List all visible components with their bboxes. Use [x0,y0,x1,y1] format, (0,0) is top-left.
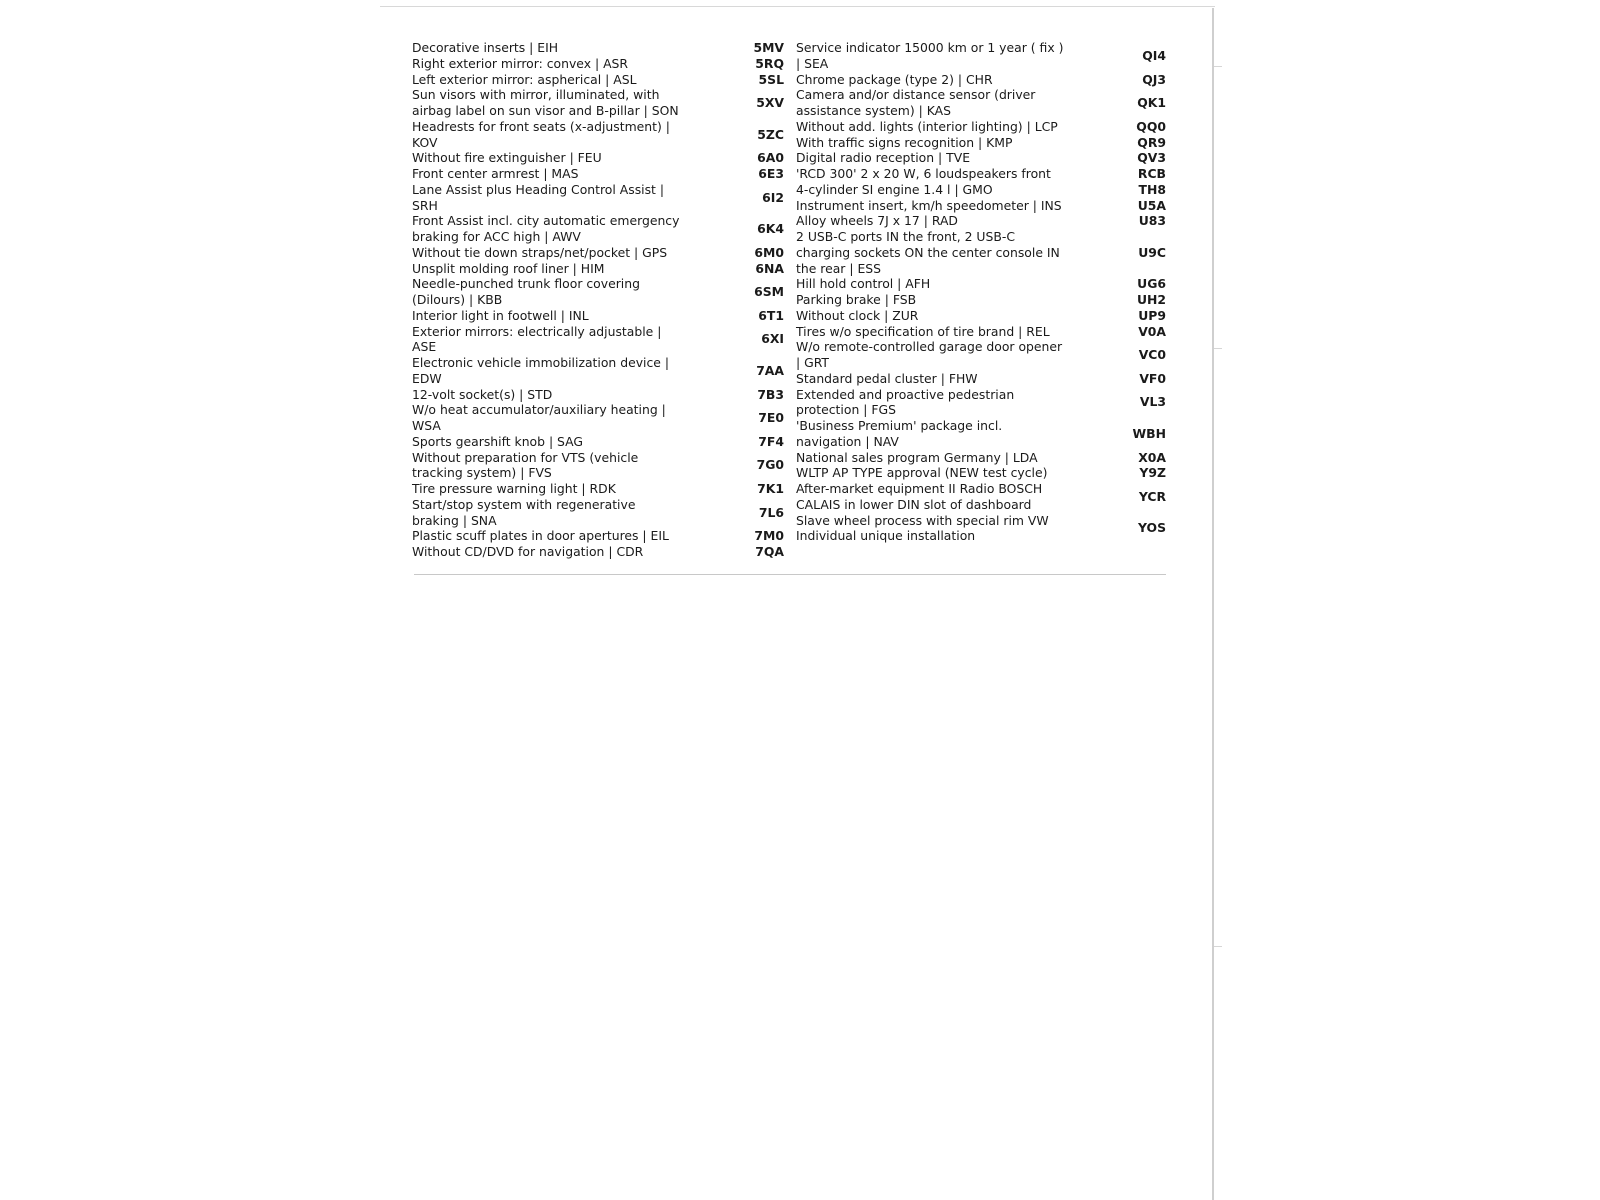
equipment-description: Front center armrest | MAS [412,166,579,181]
equipment-code: 6XI [761,331,784,347]
equipment-description: Slave wheel process with special rim VW Individual unique installation [796,512,1049,544]
equipment-code: QK1 [1137,95,1166,111]
equipment-description: Sun visors with mirror, illuminated, with airbag label on sun visor and B-pillar | SON [412,87,679,118]
equipment-description: Digital radio reception | TVE [796,150,971,166]
equipment-row [412,387,784,403]
equipment-description: 4-cylinder SI engine 1.4 l | GMO [796,181,993,197]
equipment-description: Right exterior mirror: convex | ASR [412,55,629,71]
equipment-description: 2 USB-C ports IN the front, 2 USB-C charging sockets ON the center console IN the rear | ESS [796,229,1060,276]
equipment-code: U5A [1137,197,1166,213]
equipment-list-left-column [412,40,784,560]
equipment-code: QV3 [1137,150,1166,166]
equipment-code: 7L6 [758,504,784,520]
equipment-row [796,166,1166,182]
equipment-row [796,87,1166,119]
equipment-description: Tires w/o specification of tire brand | REL [796,323,1050,339]
equipment-row [412,450,784,482]
equipment-description: Left exterior mirror: aspherical | ASL [412,71,637,87]
equipment-row [796,465,1166,481]
equipment-row [796,513,1166,545]
equipment-code: 6M0 [754,244,784,260]
equipment-row [796,150,1166,166]
equipment-description: Sports gearshift knob | SAG [412,433,584,449]
equipment-row [796,371,1166,387]
equipment-row [412,481,784,497]
equipment-description: Parking brake | FSB [796,292,917,307]
equipment-description: National sales program Germany | LDA [796,449,1038,465]
equipment-description: Front Assist incl. city automatic emergency braking for ACC high | AWV [412,213,680,244]
equipment-description: Needle-punched trunk floor covering (Dilours) | KBB [412,276,640,307]
equipment-description: Headrests for front seats (x-adjustment) | KOV [412,118,670,150]
equipment-code: V0A [1138,323,1166,339]
equipment-description: With traffic signs recognition | KMP [796,134,1013,150]
equipment-row [412,40,784,56]
equipment-row [796,387,1166,419]
equipment-code: 5RQ [755,55,784,71]
equipment-row [796,292,1166,308]
equipment-code: QQ0 [1136,118,1166,134]
equipment-row [796,418,1166,450]
equipment-description: Without clock | ZUR [796,307,919,323]
equipment-code: 6T1 [758,307,784,323]
equipment-list-right-column [796,40,1166,544]
equipment-code: X0A [1138,449,1166,465]
equipment-code: U83 [1138,213,1166,229]
equipment-code: QI4 [1142,47,1166,63]
equipment-code: YCR [1138,488,1166,504]
equipment-row [796,339,1166,371]
equipment-description: Lane Assist plus Heading Control Assist | SRH [412,181,665,213]
scan-edge-tick [1214,348,1222,349]
equipment-row [412,87,784,119]
equipment-code: RCB [1137,166,1166,181]
equipment-row [412,308,784,324]
equipment-row [796,135,1166,151]
equipment-code: 6A0 [757,150,784,166]
equipment-description: Without fire extinguisher | FEU [412,150,602,166]
equipment-description: W/o heat accumulator/auxiliary heating | WSA [412,402,666,433]
equipment-row [412,150,784,166]
equipment-code: 5ZC [757,126,784,142]
equipment-code: 7K1 [757,481,784,496]
equipment-code: QJ3 [1142,71,1166,87]
equipment-description: Interior light in footwell | INL [412,307,589,323]
equipment-description: Extended and proactive pedestrian protection | FGS [796,386,1015,418]
equipment-row [412,119,784,151]
equipment-code: 6NA [755,260,784,276]
equipment-code: U9C [1138,244,1166,260]
equipment-description: Standard pedal cluster | FHW [796,370,978,386]
equipment-code: UG6 [1137,276,1166,292]
equipment-description: Chrome package (type 2) | CHR [796,71,993,87]
equipment-description: Without add. lights (interior lighting) | LCP [796,118,1058,134]
scan-page-top-edge [380,6,1215,7]
scan-page-right-edge [1212,8,1214,1200]
scan-edge-tick [1214,946,1222,947]
equipment-description: Exterior mirrors: electrically adjustable | ASE [412,323,662,355]
equipment-code: 6SM [754,284,784,300]
equipment-description: 'RCD 300' 2 x 20 W, 6 loudspeakers front [796,166,1051,181]
equipment-description: Instrument insert, km/h speedometer | INS [796,197,1062,213]
equipment-description: Camera and/or distance sensor (driver assistance system) | KAS [796,87,1036,118]
equipment-description: 12-volt socket(s) | STD [412,386,553,402]
scan-edge-tick [1214,66,1222,67]
equipment-code: 5XV [756,95,784,111]
equipment-description: Decorative inserts | EIH [412,40,559,55]
equipment-code: UP9 [1138,307,1166,323]
equipment-code: QR9 [1137,134,1166,150]
equipment-code: 5SL [758,71,784,87]
equipment-row [796,198,1166,214]
equipment-code: 5MV [753,40,784,55]
equipment-row [412,245,784,261]
equipment-description: Without CD/DVD for navigation | CDR [412,544,644,559]
equipment-row [796,324,1166,340]
equipment-row [796,213,1166,229]
equipment-row [412,497,784,529]
equipment-description: Electronic vehicle immobilization device | EDW [412,355,670,386]
equipment-row [412,355,784,387]
equipment-code: 6E3 [758,166,784,181]
equipment-code: TH8 [1138,181,1166,197]
equipment-description: WLTP AP TYPE approval (NEW test cycle) [796,465,1048,481]
equipment-description: Alloy wheels 7J x 17 | RAD [796,213,958,229]
equipment-row [796,450,1166,466]
equipment-description: Unsplit molding roof liner | HIM [412,260,605,276]
equipment-code: 7QA [755,544,784,559]
equipment-row [796,481,1166,513]
equipment-description: Start/stop system with regenerative braking | SNA [412,496,636,528]
equipment-row [412,56,784,72]
equipment-code: WBH [1132,425,1166,441]
equipment-row [412,72,784,88]
equipment-code: Y9Z [1139,465,1166,481]
equipment-code: VC0 [1138,347,1166,363]
equipment-row [412,261,784,277]
equipment-row [412,544,784,560]
equipment-description: After-market equipment II Radio BOSCH CALAIS in lower DIN slot of dashboard [796,481,1043,512]
equipment-code: 6I2 [762,189,784,205]
equipment-row [796,182,1166,198]
equipment-description: Without tie down straps/net/pocket | GPS [412,244,668,260]
equipment-description: Service indicator 15000 km or 1 year ( fix ) | SEA [796,40,1064,71]
equipment-code: 7F4 [758,433,784,449]
equipment-row [412,402,784,434]
equipment-code: 6K4 [757,221,784,237]
equipment-row [412,213,784,245]
equipment-row [412,528,784,544]
equipment-row [412,324,784,356]
equipment-row [796,72,1166,88]
equipment-code: YOS [1138,520,1166,536]
equipment-description: Hill hold control | AFH [796,276,931,292]
equipment-code: 7E0 [758,410,784,426]
equipment-description: Without preparation for VTS (vehicle tracking system) | FVS [412,449,639,481]
equipment-code: 7AA [756,362,784,378]
equipment-description: W/o remote-controlled garage door opener | GRT [796,339,1063,370]
equipment-code: 7G0 [756,457,784,473]
equipment-row [796,276,1166,292]
equipment-row [796,40,1166,72]
equipment-description: Tire pressure warning light | RDK [412,481,616,496]
equipment-row [412,434,784,450]
equipment-row [796,229,1166,276]
equipment-code: VF0 [1139,370,1166,386]
equipment-code: 7M0 [754,528,784,544]
equipment-description: Plastic scuff plates in door apertures | EIL [412,528,669,544]
equipment-row [412,166,784,182]
equipment-code: 7B3 [757,386,784,402]
equipment-code: UH2 [1136,292,1166,307]
equipment-row [796,119,1166,135]
equipment-description: 'Business Premium' package incl. navigation | NAV [796,418,1003,449]
bottom-divider [414,574,1166,575]
equipment-row [412,276,784,308]
equipment-row [412,182,784,214]
equipment-row [796,308,1166,324]
equipment-code: VL3 [1139,394,1166,410]
